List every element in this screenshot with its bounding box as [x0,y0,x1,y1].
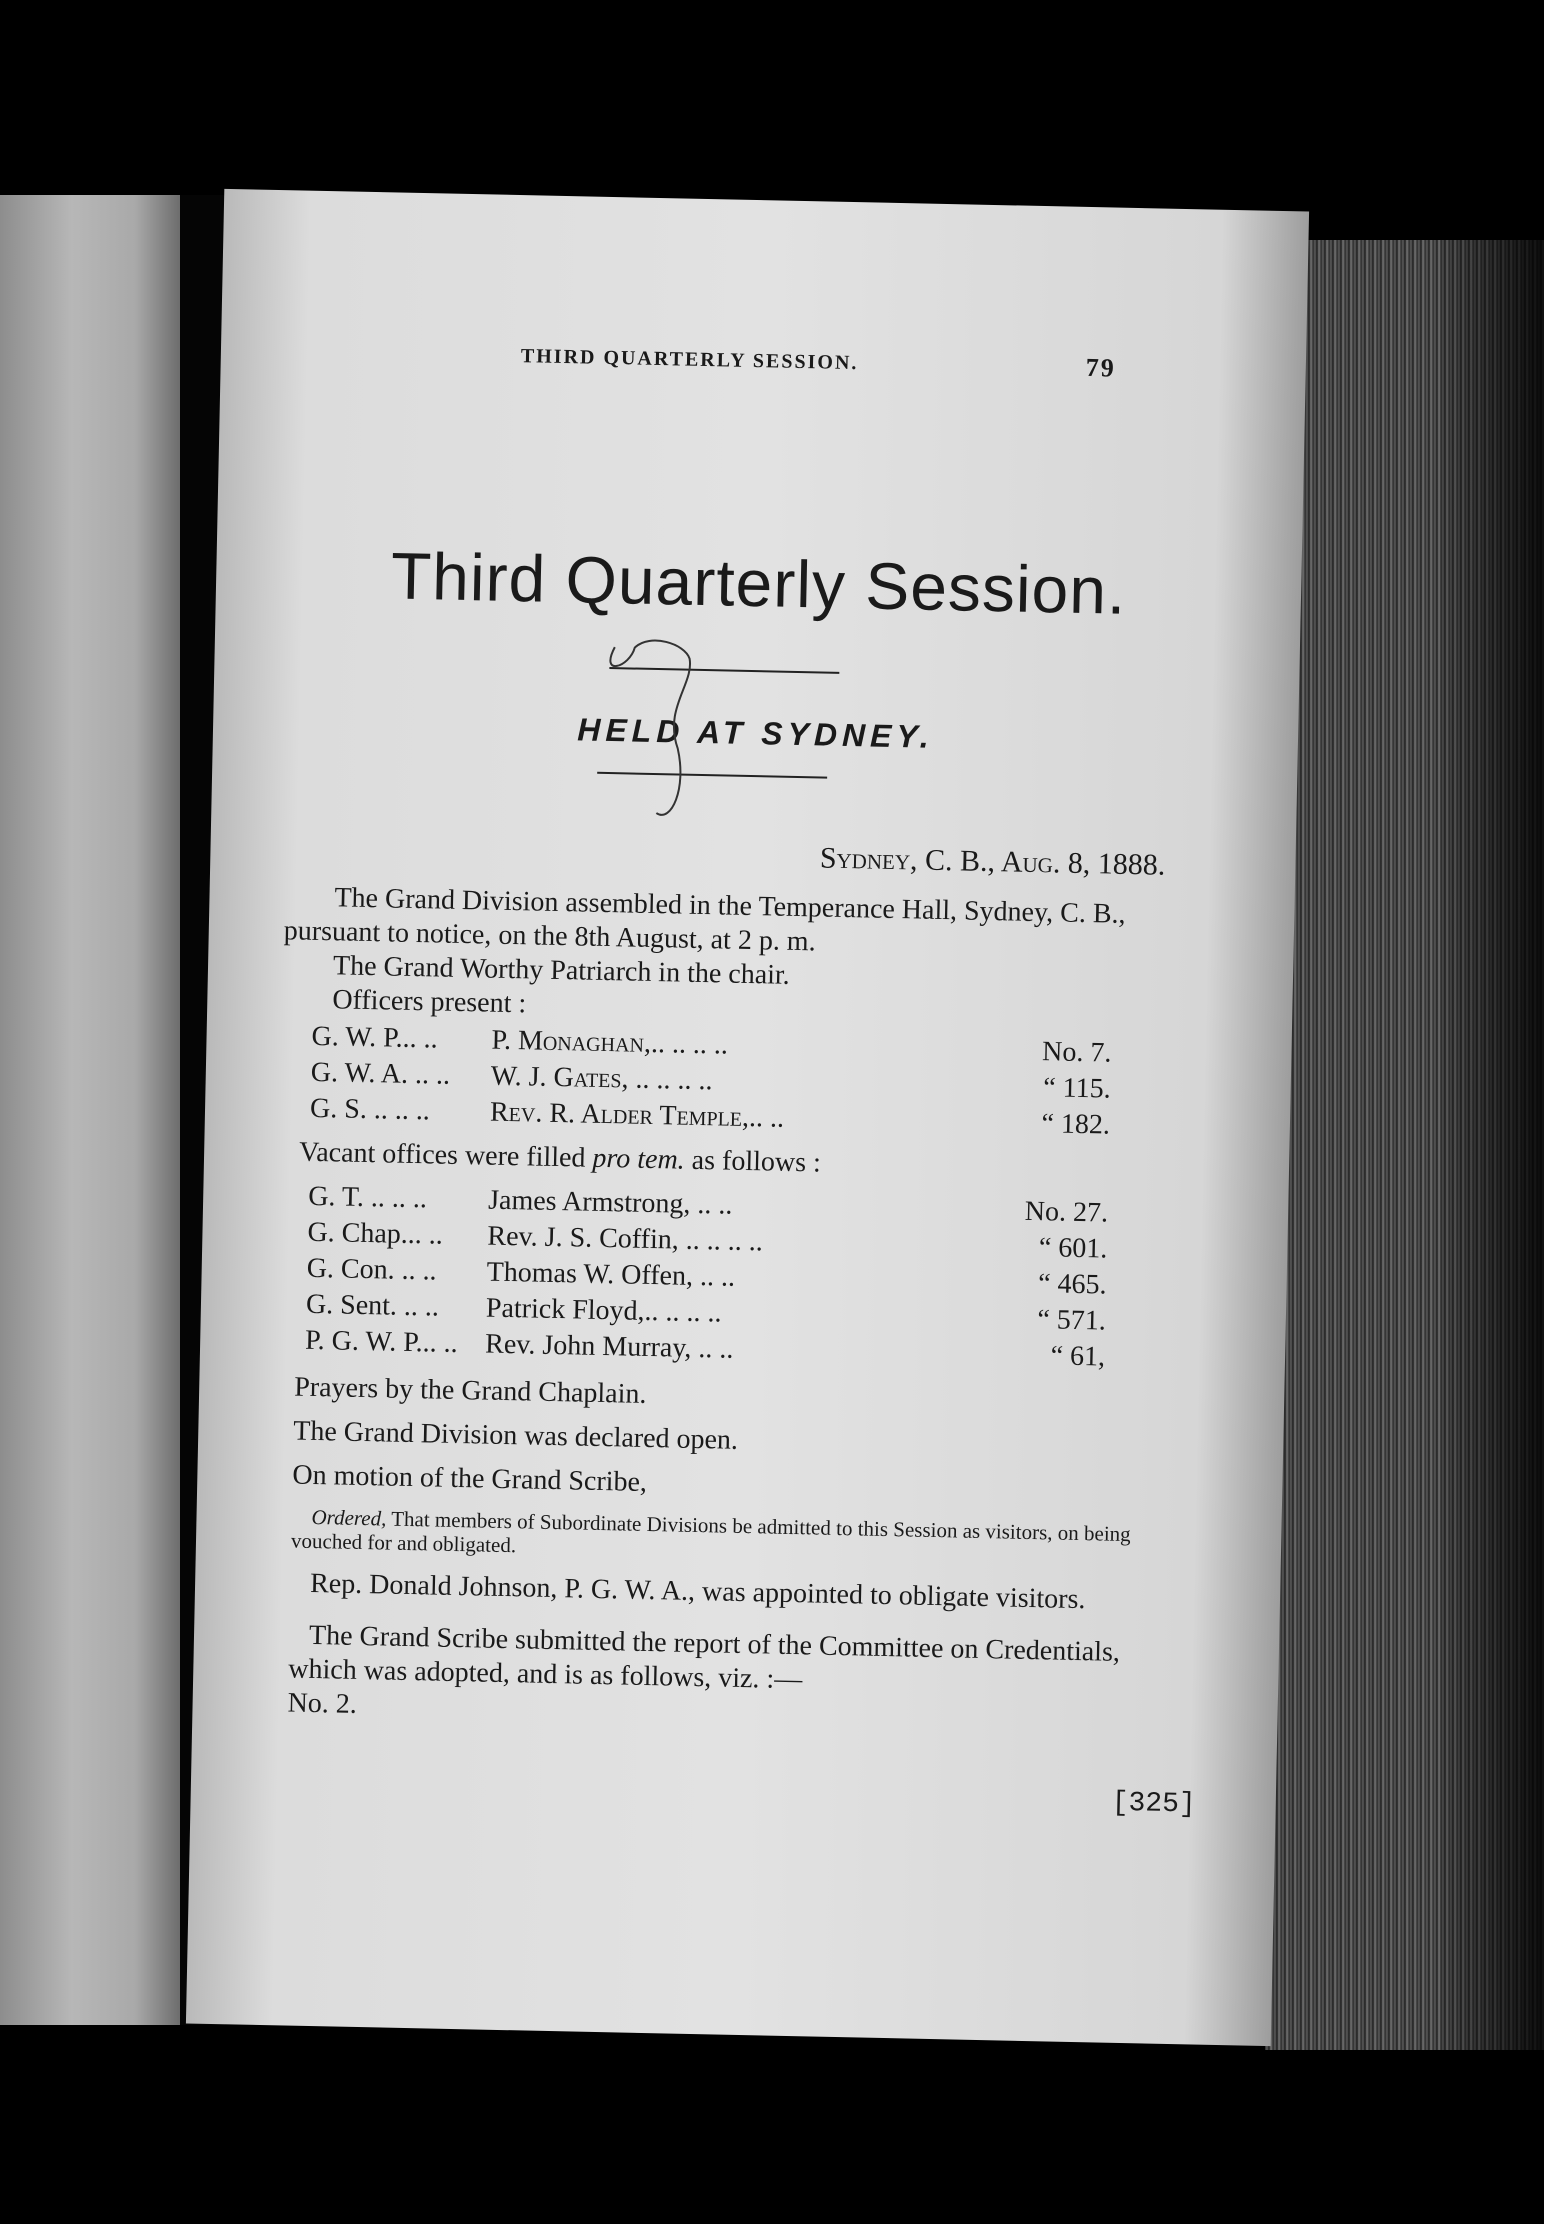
officer-division-number: No. 7. [1041,1036,1112,1069]
vacant-intro-after: as follows : [684,1144,822,1179]
paragraph-assembled: The Grand Division assembled in the Temperance Hall, Sydney, C. B., pursuant to notice, on the 8th August, at 2 p. m. [283,882,1126,958]
vacant-intro-before: Vacant offices were filled [298,1136,593,1174]
office-division-number: “ 601. [1038,1232,1108,1265]
officer-name: Rev. R. Alder Temple,.. .. [489,1096,785,1134]
office-holder: James Armstrong, .. .. [487,1184,733,1221]
credentials-report-line: The Grand Scribe submitted the report of the Committee on Credentials, which was adopted, and is as follows, viz. :— [288,1619,1121,1696]
office-holder: Rev. John Murray, .. .. [484,1328,734,1365]
officer-division-number: “ 182. [1041,1108,1111,1141]
rep-johnson-line: Rep. Donald Johnson, P. G. W. A., was appointed to obligate visitors. [309,1567,1086,1616]
paragraph-chair: The Grand Worthy Patriarch in the chair. [332,950,791,991]
ordered-label: Ordered, [311,1504,387,1531]
officer-title: G. W. P... .. [311,1020,438,1055]
running-title: THIRD QUARTERLY SESSION. [520,345,859,375]
officer-title: G. W. A. .. .. [310,1056,451,1091]
signature-number: [325] [1111,1787,1197,1821]
office-division-number: “ 61, [1050,1340,1106,1373]
vacant-intro-italic: pro tem. [592,1142,686,1176]
left-facing-page [0,195,180,2025]
report-number: No. 2. [287,1687,358,1720]
office-title: G. Con. .. .. [306,1252,437,1287]
book-edge-shadow [1440,240,1544,2050]
office-holder: Patrick Floyd,.. .. .. .. [485,1292,722,1329]
office-division-number: “ 465. [1037,1268,1107,1301]
page-number: 79 [1085,352,1117,383]
ordered-resolution [291,1505,1137,1571]
officer-division-number: “ 115. [1042,1072,1111,1105]
proceedings [287,1371,1139,1739]
declared-open-line: The Grand Division was declared open. [293,1415,739,1456]
office-holder: Thomas W. Offen, .. .. [486,1256,736,1293]
prayers-line: Prayers by the Grand Chaplain. [293,1371,647,1410]
dateline: Sydney, C. B., Aug. 8, 1888. [819,841,1166,882]
officer-name: P. Monaghan,.. .. .. .. [491,1024,729,1061]
page-subtitle: HELD AT SYDNEY. [576,711,935,755]
office-title: G. T. .. .. .. [307,1180,428,1215]
office-division-number: No. 27. [1024,1195,1109,1229]
office-division-number: “ 571. [1037,1304,1107,1337]
office-holder: Rev. J. S. Coffin, .. .. .. .. [487,1220,764,1258]
office-title: G. Sent. .. .. [305,1288,440,1323]
motion-line: On motion of the Grand Scribe, [292,1459,648,1498]
running-head [221,339,1306,383]
scanned-page [186,189,1309,2046]
pencil-mark [601,637,725,829]
ordered-text: That members of Subordinate Divisions be admitted to this Session as visitors, on being vouched for and obligated. [290,1506,1131,1558]
officer-title: G. S. .. .. .. [309,1092,431,1127]
opening-paragraphs [282,880,1130,1034]
page-title: Third Quarterly Session. [390,538,1128,628]
officer-name: W. J. Gates, .. .. .. .. [490,1060,713,1097]
office-title: G. Chap... .. [307,1216,444,1251]
office-title: P. G. W. P... .. [304,1324,459,1359]
paragraph-officers-present: Officers present : [332,984,527,1020]
